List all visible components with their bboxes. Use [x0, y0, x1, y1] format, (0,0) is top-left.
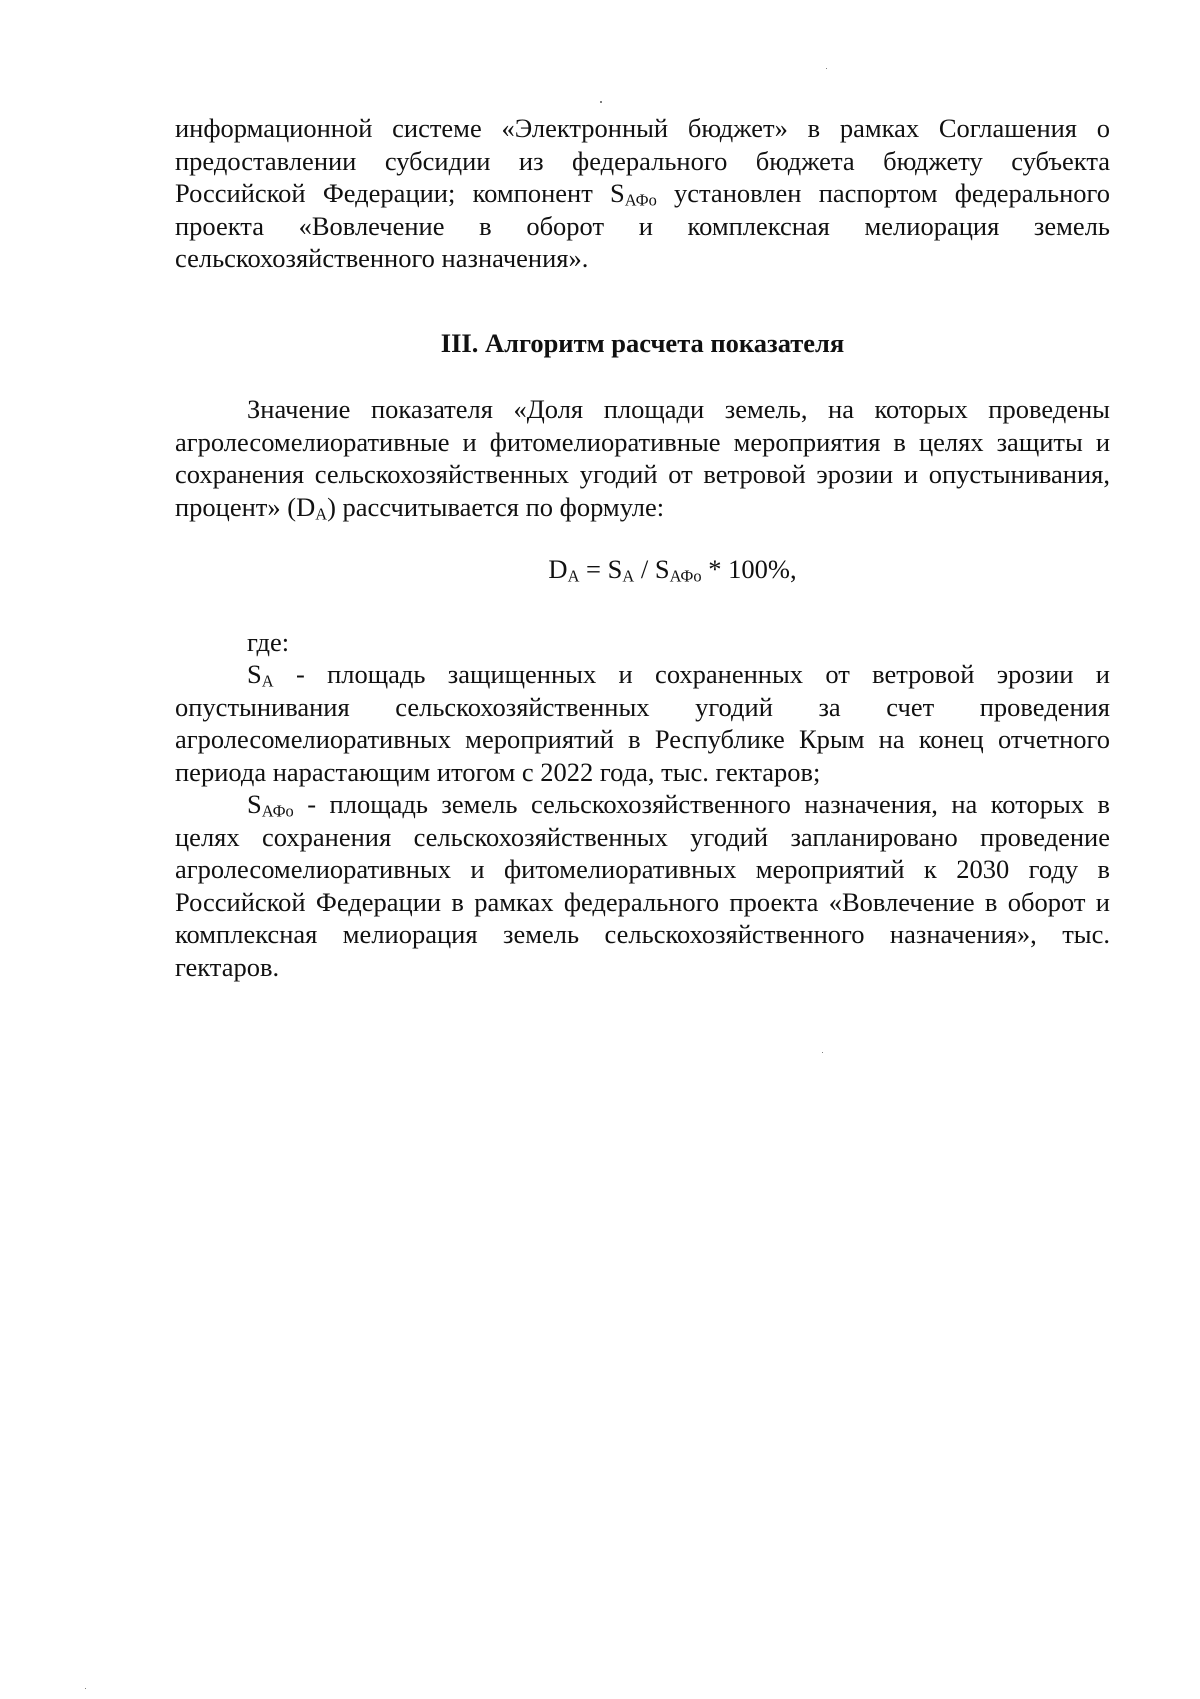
definition-symbol: $S_A$	[247, 659, 274, 691]
formula-s: $S_A$	[607, 554, 635, 586]
intro-paragraph	[175, 112, 1110, 275]
formula: $D_A = S_A / S_{АФо} * 100\%$,	[548, 554, 797, 586]
intro-text: информационной системе «Электронный бюджет» в рамках Соглашения о предоставлении субсидии из федерального бюджета бюджету субъекта Российской Федерации; компонент	[175, 113, 1110, 208]
intro-text-after: установлен паспортом федерального проекта «Вовлечение в оборот и комплексная мелиорация земель сельскохозяйственного назначения».	[175, 178, 1110, 273]
definition-text: - площадь защищенных и сохраненных от ветровой эрозии и опустынивания сельскохозяйственных угодий за счет проведения агролесомелиоративных мероприятий в Республике Крым на конец отчетного периода нарастающим итогом с 2022 года, тыс. гектаров;	[175, 659, 1110, 787]
document-body	[175, 112, 1110, 983]
where-label: где:	[247, 626, 290, 657]
definition-text: - площадь земель сельскохозяйственного назначения, на которых в целях сохранения сельскохозяйственных угодий запланировано проведение агролесомелиоративных и фитомелиоративных мероприятий к 2030 году в Российской Федерации в рамках федерального проекта «Вовлечение в оборот и комплексная мелиорация земель сельскохозяйственного назначения», тыс. гектаров.	[175, 789, 1110, 982]
section-heading: III. Алгоритм расчета показателя	[440, 327, 845, 358]
symbol-s-afo: $S_{АФо}$	[610, 178, 657, 210]
formula-s-afo: $S_{АФо}$	[654, 554, 702, 586]
scan-speck	[822, 1052, 823, 1053]
description-text-after: ) рассчитывается по формуле:	[327, 491, 665, 522]
scan-speck	[85, 1688, 86, 1689]
definition-s-afo	[175, 788, 1110, 983]
description-paragraph	[175, 393, 1110, 523]
formula-lhs: $D_A$	[548, 554, 580, 586]
scan-speck	[826, 68, 827, 69]
scan-speck	[600, 101, 602, 103]
description-text: Значение показателя «Доля площади земель, на которых проведены агролесомелиоративные и фитомелиоративные мероприятия в целях защиты и сохранения сельскохозяйственных угодий от ветровой эрозии и опустынивания, процент» (D	[175, 394, 1110, 522]
definition-symbol: $S_{АФо}$	[247, 789, 294, 821]
description-sub: A	[315, 504, 328, 524]
definition-sa	[175, 658, 1110, 788]
